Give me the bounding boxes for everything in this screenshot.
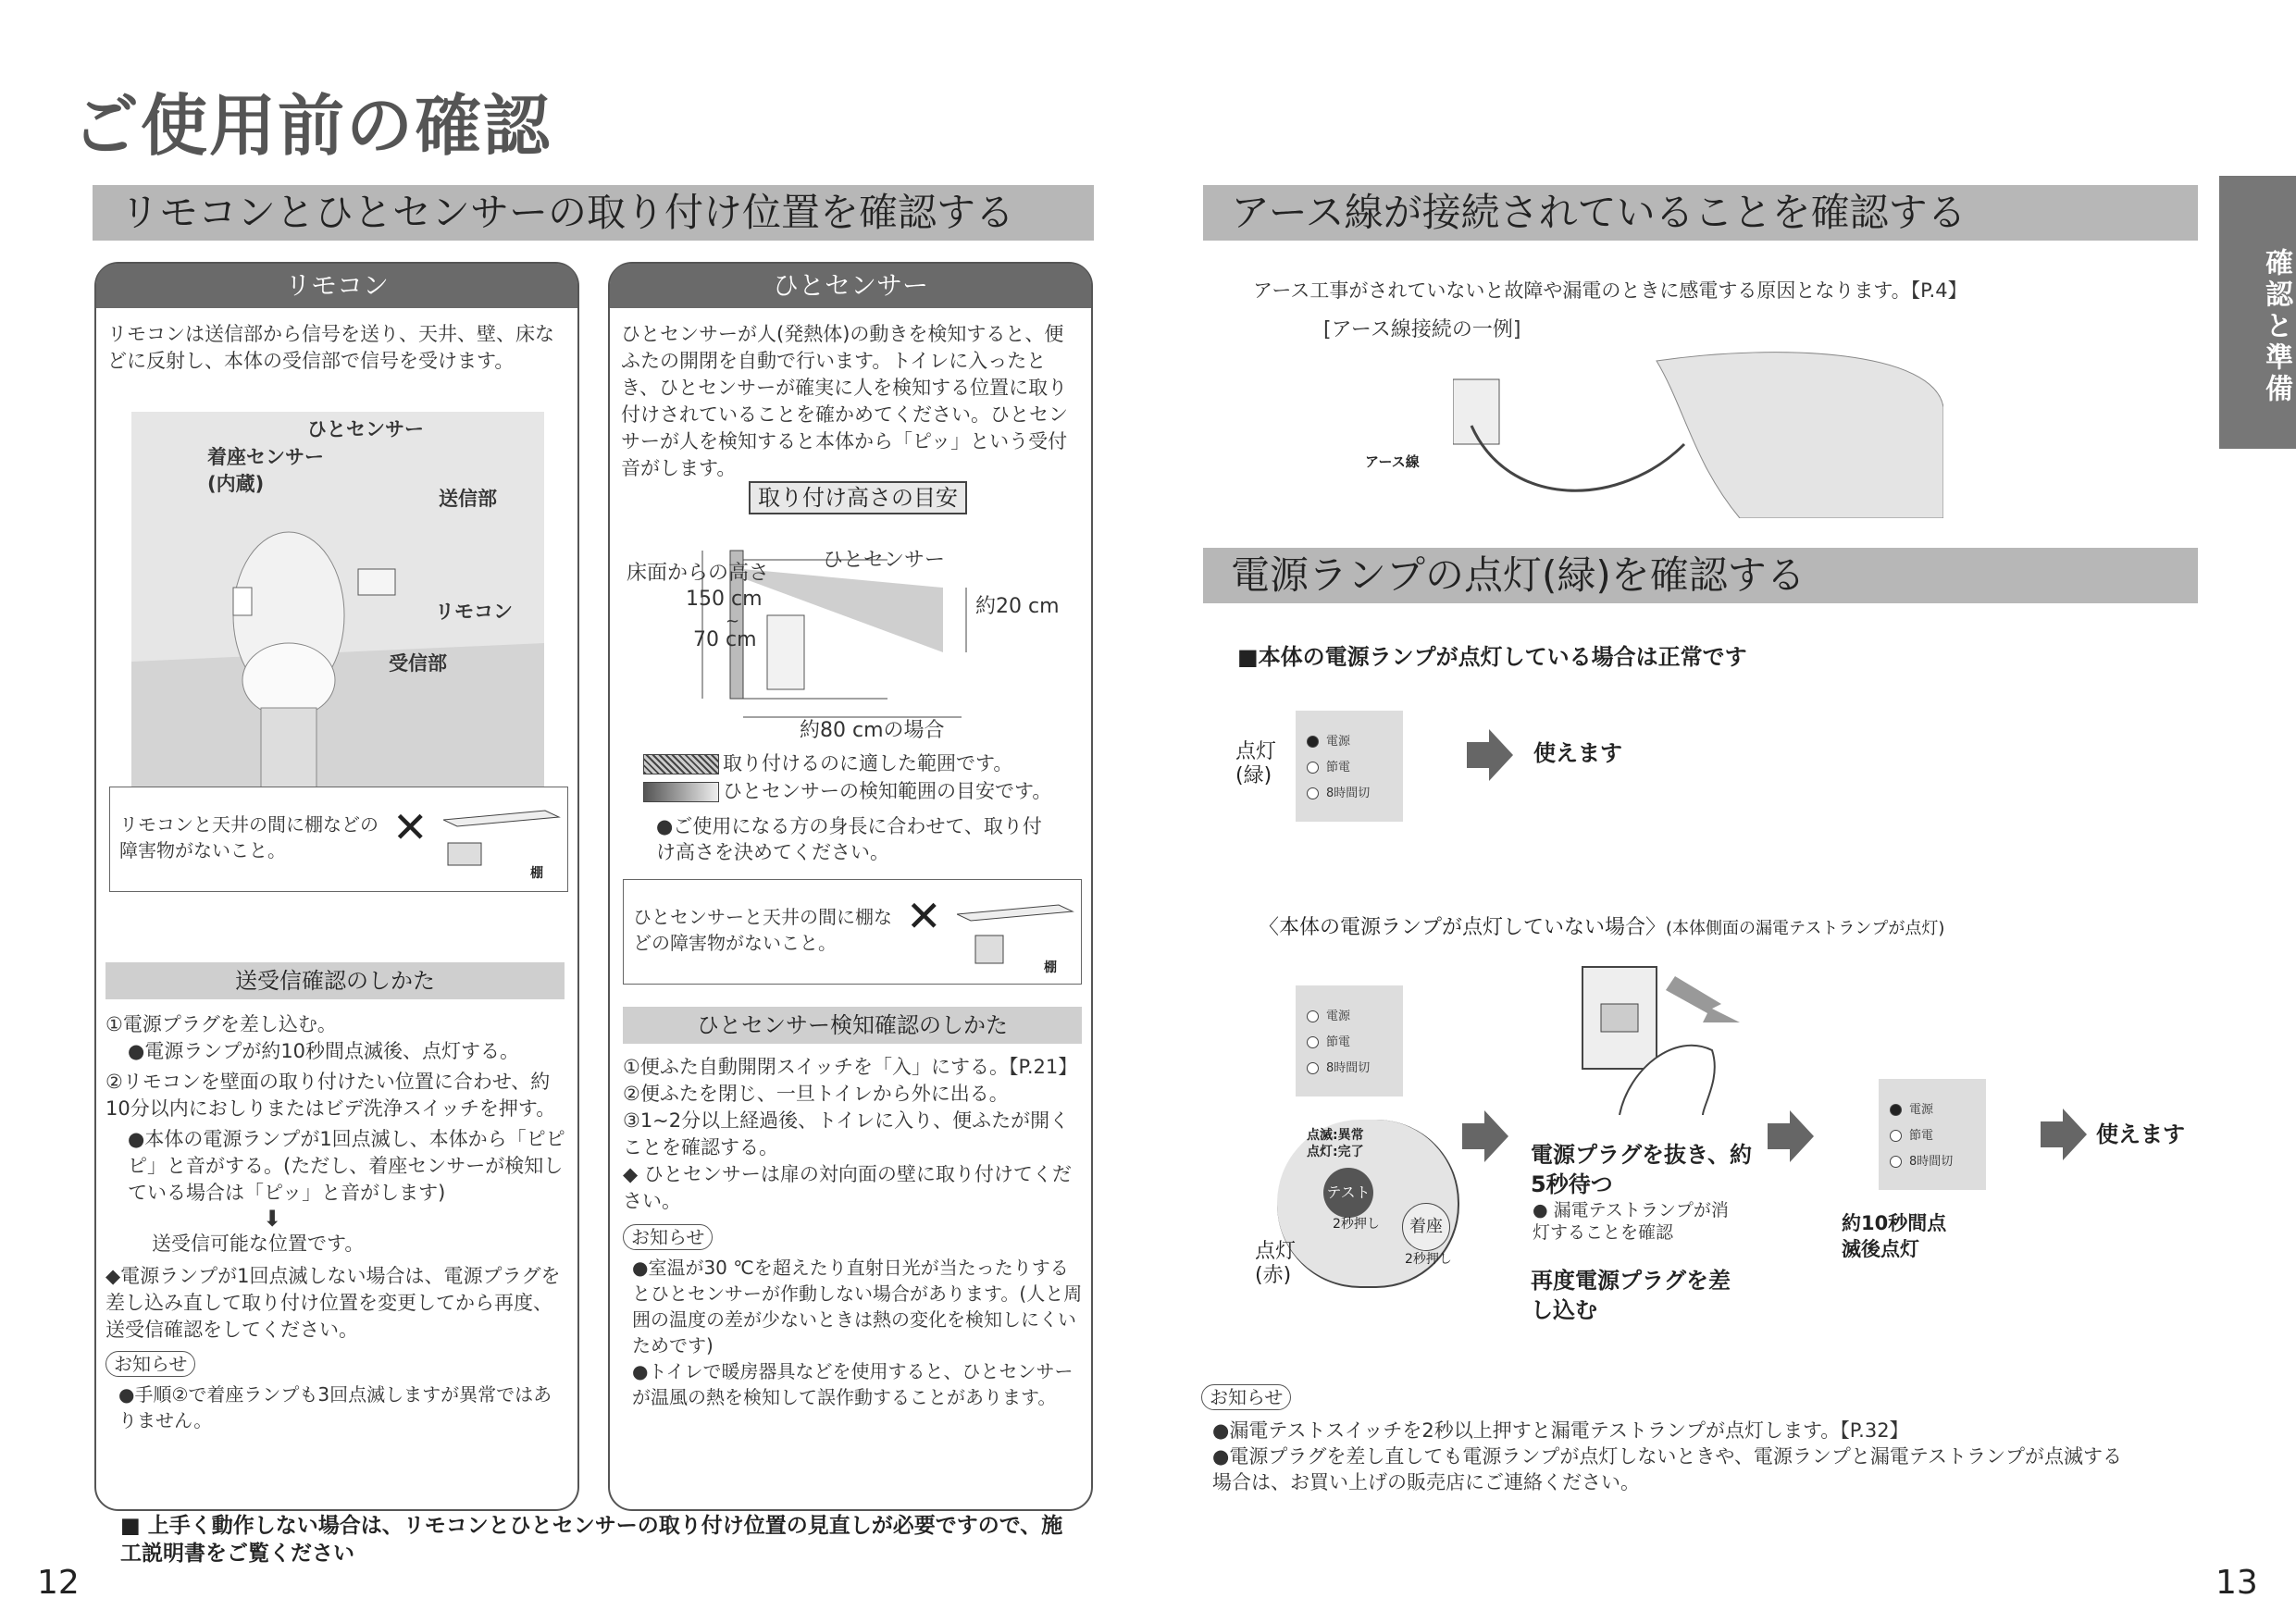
sensor-step-2: ②便ふたを閉じ、一旦トイレから外に出る。 [623, 1083, 1009, 1105]
panel-hold2: 2秒押し [1333, 1217, 1380, 1232]
diagram-tilde: ~ [726, 612, 740, 631]
transmit-steps [105, 1011, 568, 1433]
step-2: ②リモコンを壁面の取り付けたい位置に合わせ、約10分以内におしりまたはビデ洗浄スイッチを押す。 [105, 1071, 556, 1120]
earth-illustration [1453, 352, 1943, 518]
unplug-hand-icon [1564, 958, 1749, 1115]
shelf-icon [957, 891, 1077, 974]
lamp-dot-off-icon [1307, 787, 1319, 799]
sensor-panel [608, 262, 1093, 1511]
sensor-step-3: ③1~2分以上経過後、トイレに入り、便ふたが開くことを確認する。 [623, 1109, 1070, 1158]
usable-label: 使えます [1533, 740, 1622, 766]
cross-icon: ✕ [906, 891, 942, 941]
usable-label-2: 使えます [2096, 1121, 2185, 1147]
diagram-h70: 70 cm [693, 628, 757, 651]
sensor-notice-2: ●トイレで暖房器具などを使用すると、ひとセンサーが温風の熱を検知して誤作動することがあります。 [632, 1360, 1074, 1408]
not-lit-sub: (本体側面の漏電テストランプが点灯) [1666, 919, 1945, 938]
lamp-8h: 8時間切 [1326, 1061, 1371, 1075]
earth-label: アース線 [1365, 453, 1420, 470]
label-sensor: ひとセンサー [307, 418, 424, 440]
step-result: 送受信可能な位置です。 [152, 1233, 365, 1255]
down-arrow-icon: ⬇ [263, 1206, 282, 1232]
lamp-power: 電源 [1326, 1010, 1351, 1023]
label-remocon: リモコン [435, 601, 513, 623]
step-unplug: 電源プラグを抜き、約5秒待つ [1531, 1142, 1753, 1197]
not-lit-heading [1259, 911, 1944, 940]
remocon-desc: リモコンは送信部から信号を送り、天井、壁、床などに反射し、本体の受信部で信号を受けます。 [107, 323, 554, 372]
lamp-8h: 8時間切 [1909, 1155, 1954, 1169]
lamp-dot-off-icon [1307, 1062, 1319, 1074]
lamp-power: 電源 [1909, 1103, 1934, 1117]
panel-blink: 点滅:異常 [1307, 1128, 1364, 1143]
earth-plug-icon [1453, 352, 1943, 518]
lamp-dot-off-icon [1307, 1036, 1319, 1048]
label-seat-sensor: 着座センサー [207, 446, 324, 468]
height-guide-title: 取り付け高さの目安 [749, 481, 967, 514]
earth-desc: アース工事がされていないと故障や漏電のときに感電する原因となります。【P.4】 [1253, 279, 1967, 302]
seat-button[interactable]: 着座 [1402, 1203, 1450, 1251]
lamp-8h: 8時間切 [1326, 787, 1371, 800]
remocon-note: リモコンと天井の間に棚などの障害物がないこと。 [119, 813, 379, 861]
lamp-dot-on-icon [1307, 736, 1319, 748]
legend-range: 取り付けるのに適した範囲です。 [723, 752, 1013, 774]
page-number-right: 13 [2215, 1564, 2258, 1602]
shelf-icon [443, 797, 564, 880]
lamp-panel-1 [1296, 711, 1403, 822]
diagram-h150: 150 cm [686, 588, 763, 611]
lamp-dot-off-icon [1307, 1010, 1319, 1022]
remocon-panel-header: リモコン [96, 264, 577, 308]
remocon-panel [94, 262, 579, 1511]
lamp-save: 節電 [1326, 761, 1351, 774]
after-replug: 約10秒間点滅後点灯 [1842, 1212, 1947, 1260]
step-1-note: ●電源ランプが約10秒間点滅後、点灯する。 [128, 1040, 520, 1062]
legend-detect: ひとセンサーの検知範囲の目安です。 [723, 780, 1052, 802]
power-notice-2: ●電源プラグを差し直しても電源ランプが点灯しないときや、電源ランプと漏電テストランプが点滅する場合は、お買い上げの販売店にご連絡ください。 [1212, 1445, 2123, 1493]
label-receiver: 受信部 [389, 652, 447, 675]
step-2-note: ●本体の電源ランプが1回点滅し、本体から「ピピピ」と音がする。(ただし、着座センサーが検知している場合は「ピッ」と音がします) [128, 1128, 565, 1204]
panel-hold2b: 2秒押し [1405, 1252, 1452, 1267]
page-title: ご使用前の確認 [72, 87, 552, 165]
step-1: ①電源プラグを差し込む。 [105, 1013, 337, 1035]
remocon-note-box [109, 787, 568, 892]
side-tab: 確認と準備 [2219, 176, 2296, 449]
lit-red-label: 点灯(赤) [1255, 1240, 1297, 1287]
label-seat-sensor-sub: (内蔵) [207, 473, 265, 495]
power-normal-heading: ■本体の電源ランプが点灯している場合は正常です [1237, 644, 1747, 670]
right-arrow-icon [2041, 1109, 2087, 1160]
remocon-notice: ●手順②で着座ランプも3回点滅しますが異常ではありません。 [118, 1383, 552, 1431]
sensor-note-box [623, 879, 1082, 985]
right-arrow-icon [1462, 1110, 1508, 1162]
section-title-earth: アース線が接続されていることを確認する [1203, 185, 2198, 241]
cross-icon: ✕ [392, 802, 428, 852]
lit-green-label: 点灯(緑) [1235, 740, 1277, 787]
sensor-panel-header: ひとセンサー [610, 264, 1091, 308]
sensor-note: ひとセンサーと天井の間に棚などの障害物がないこと。 [633, 906, 892, 954]
sensor-notice-1: ●室温が30 ℃を超えたり直射日光が当たったりするとひとセンサーが作動しない場合があります。(人と周囲の温度の差が少ないときは熱の変化を検知しにくいためです) [632, 1257, 1083, 1357]
sensor-step-1: ①便ふた自動開閉スイッチを「入」にする。【P.21】 [623, 1056, 1078, 1078]
shelf-label: 棚 [530, 866, 543, 881]
remocon-notice-badge: お知らせ [105, 1351, 195, 1377]
section-title-remocon-sensor: リモコンとひとセンサーの取り付け位置を確認する [93, 185, 1094, 241]
legend-detect-swatch [643, 782, 719, 802]
panel-lit: 点灯:完了 [1307, 1145, 1364, 1159]
step-fail-note: ◆電源ランプが1回点滅しない場合は、電源プラグを差し込み直して取り付け位置を変更してから再度、送受信確認をしてください。 [105, 1265, 561, 1341]
power-notice [1212, 1418, 2138, 1495]
sensor-notice-badge: お知らせ [623, 1224, 713, 1250]
power-notice-1: ●漏電テストスイッチを2秒以上押すと漏電テストランプが点灯します。【P.32】 [1212, 1419, 1909, 1442]
lamp-save: 節電 [1909, 1129, 1934, 1143]
step-unplug-note: ● 漏電テストランプが消灯することを確認 [1533, 1200, 1729, 1243]
lamp-dot-off-icon [1890, 1156, 1902, 1168]
earth-example: [アース線接続の一例] [1323, 318, 1521, 341]
transmit-check-title: 送受信確認のしかた [105, 962, 565, 999]
legend-range-swatch [643, 754, 719, 774]
diagram-sensor: ひとセンサー [823, 549, 946, 572]
sensor-step-4: ◆ ひとセンサーは扉の対向面の壁に取り付けてください。 [623, 1163, 1072, 1212]
diagram-floor-height: 床面からの高さ [627, 562, 770, 585]
lamp-dot-off-icon [1890, 1130, 1902, 1142]
lamp-panel-3 [1879, 1079, 1986, 1190]
shelf-label: 棚 [1044, 960, 1057, 975]
sensor-check-title: ひとセンサー検知確認のしかた [623, 1007, 1082, 1044]
lamp-dot-on-icon [1890, 1104, 1902, 1116]
power-notice-badge: お知らせ [1201, 1384, 1291, 1410]
diagram-w20: 約20 cm [975, 595, 1060, 618]
label-transmitter: 送信部 [439, 488, 497, 510]
right-arrow-icon [1467, 729, 1513, 781]
power-notice-box [1201, 1384, 1291, 1410]
sensor-desc: ひとセンサーが人(発熱体)の動きを検知すると、便ふたの開閉を自動で行います。トイレに入ったとき、ひとセンサーが確実に人を検知する位置に取り付けされていることを確かめてください。ひとセンサーが人を検知すると本体から「ピッ」という受付音がします。 [621, 323, 1068, 479]
sensor-steps [623, 1054, 1086, 1410]
section-title-power: 電源ランプの点灯(緑)を確認する [1203, 548, 2198, 603]
bottom-note: ■ 上手く動作しない場合は、リモコンとひとセンサーの取り付け位置の見直しが必要ですので、施工説明書をご覧ください [120, 1514, 1063, 1566]
step-replug: 再度電源プラグを差し込む [1531, 1268, 1731, 1323]
diagram-w80: 約80 cmの場合 [800, 719, 945, 742]
lamp-dot-off-icon [1307, 762, 1319, 774]
lamp-panel-2 [1296, 985, 1403, 1096]
page-number-left: 12 [37, 1564, 80, 1602]
lamp-save: 節電 [1326, 1035, 1351, 1049]
lamp-power: 電源 [1326, 735, 1351, 749]
right-arrow-icon [1768, 1110, 1814, 1162]
not-lit-heading-text: 〈本体の電源ランプが点灯していない場合〉 [1259, 916, 1667, 939]
legend-note: ●ご使用になる方の身長に合わせて、取り付け高さを決めてください。 [656, 815, 1042, 863]
test-button[interactable]: テスト [1323, 1168, 1373, 1218]
